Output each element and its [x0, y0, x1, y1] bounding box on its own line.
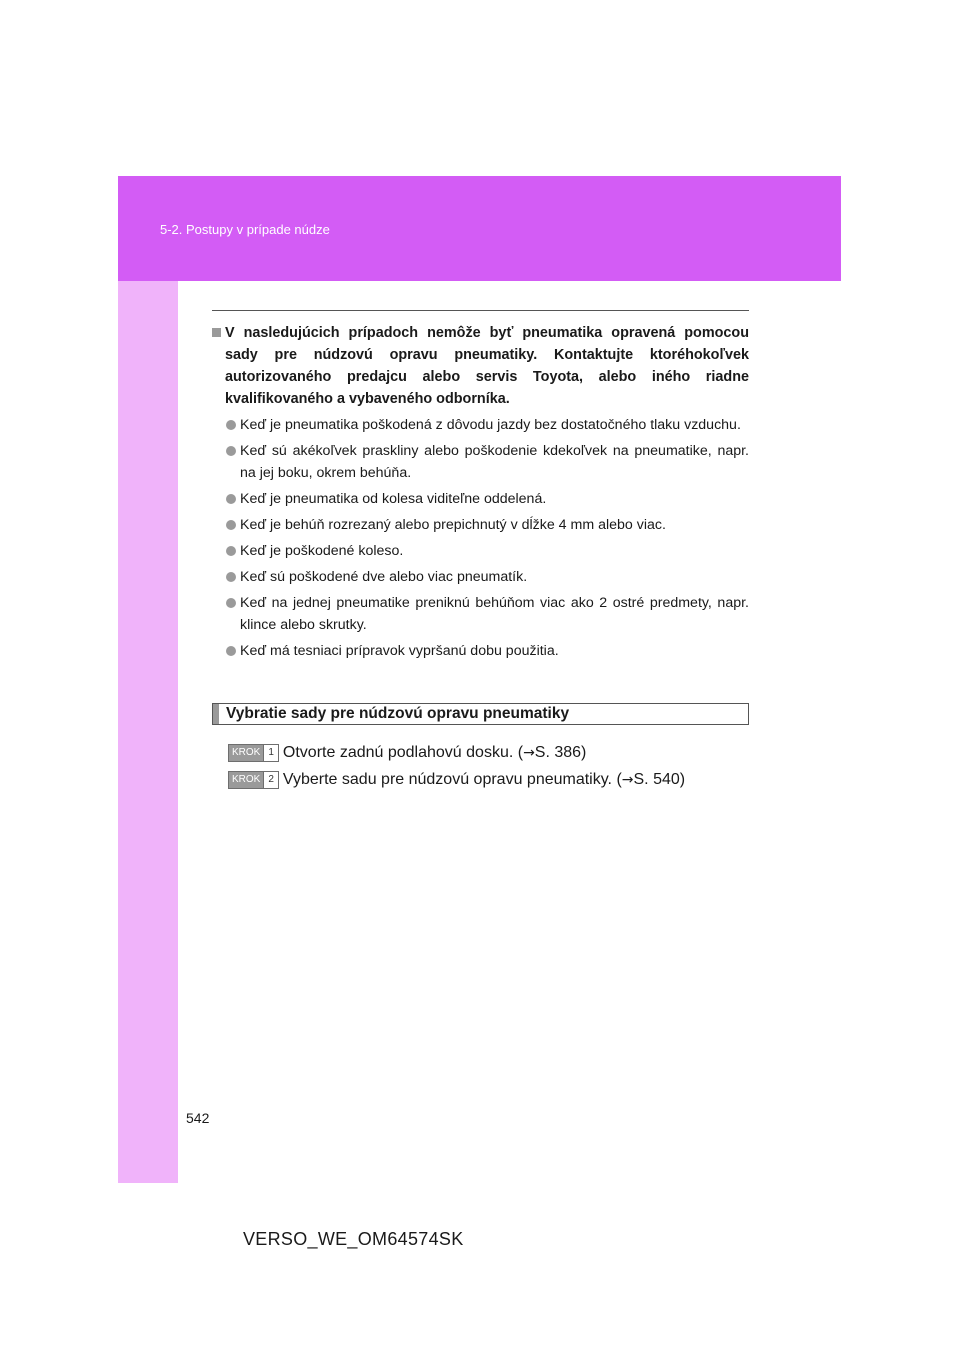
section-title: 5-2. Postupy v prípade núdze — [160, 222, 330, 237]
step-item — [228, 742, 748, 764]
bullet-icon — [226, 572, 236, 582]
page-reference: S. 386) — [534, 744, 587, 761]
divider — [212, 310, 749, 311]
list-item — [226, 440, 749, 484]
list-item — [226, 566, 749, 588]
list-item-text: Keď je pneumatika od kolesa viditeľne oddelená. — [240, 491, 547, 507]
list-item — [226, 514, 749, 536]
footer-document-code: VERSO_WE_OM64574SK — [243, 1229, 464, 1249]
list-item — [226, 414, 749, 436]
arrow-right-icon: → — [621, 772, 634, 788]
list-item-text: Keď sú poškodené dve alebo viac pneumatík. — [240, 569, 528, 585]
subheading-text: Vybratie sady pre núdzovú opravu pneumatiky — [226, 705, 570, 722]
list-item — [226, 540, 749, 562]
bullet-icon — [226, 420, 236, 430]
page-reference: S. 540) — [633, 771, 686, 788]
step-badge — [228, 771, 279, 789]
page-number: 542 — [186, 1110, 210, 1126]
list-item-text: Keď má tesniaci prípravok vypršanú dobu použitia. — [240, 643, 559, 659]
list-item — [226, 592, 749, 636]
list-item-text: Keď je pneumatika poškodená z dôvodu jazdy bez dostatočného tlaku vzduchu. — [240, 417, 741, 433]
step-list — [228, 742, 748, 796]
step-badge-label: KROK — [229, 772, 263, 788]
bullet-icon — [226, 446, 236, 456]
square-bullet-icon — [212, 328, 221, 337]
list-item-text: Keď sú akékoľvek praskliny alebo poškodenie kdekoľvek na pneumatike, napr. na jej boku, okrem behúňa. — [240, 443, 749, 481]
list-item — [226, 640, 749, 662]
note-heading-text: V nasledujúcich prípadoch nemôže byť pneumatika opravená pomocou sady pre núdzovú opravu pneumatiky. Kontaktujte ktoréhokoľvek autorizovaného predajcu alebo servis Toyota, alebo iného riadne kvalifikovaného a vybaveného odborníka. — [225, 325, 749, 407]
subheading-bar — [213, 704, 219, 724]
note-heading — [212, 322, 749, 410]
step-badge-number: 2 — [263, 772, 278, 788]
step-text-main: Vyberte sadu pre núdzovú opravu pneumatiky. ( — [282, 771, 622, 788]
bullet-icon — [226, 494, 236, 504]
step-item — [228, 769, 748, 791]
list-item-text: Keď je poškodené koleso. — [240, 543, 404, 559]
step-text — [283, 771, 685, 789]
list-item-text: Keď na jednej pneumatike preniknú behúňom viac ako 2 ostré predmety, napr. klince alebo skrutky. — [240, 595, 749, 633]
bullet-icon — [226, 598, 236, 608]
step-badge-label: KROK — [229, 745, 263, 761]
step-badge-number: 1 — [263, 745, 278, 761]
side-strip — [118, 281, 178, 1183]
bullet-icon — [226, 646, 236, 656]
arrow-right-icon: → — [523, 745, 535, 761]
bullet-icon — [226, 520, 236, 530]
list-item — [226, 488, 749, 510]
step-badge — [228, 744, 279, 762]
step-text — [283, 744, 586, 762]
list-item-text: Keď je behúň rozrezaný alebo prepichnutý v dĺžke 4 mm alebo viac. — [240, 517, 666, 533]
bullet-icon — [226, 546, 236, 556]
note-section — [212, 322, 749, 666]
step-text-main: Otvorte zadnú podlahovú dosku. ( — [282, 744, 524, 761]
subheading — [212, 703, 749, 725]
condition-list — [212, 414, 749, 662]
